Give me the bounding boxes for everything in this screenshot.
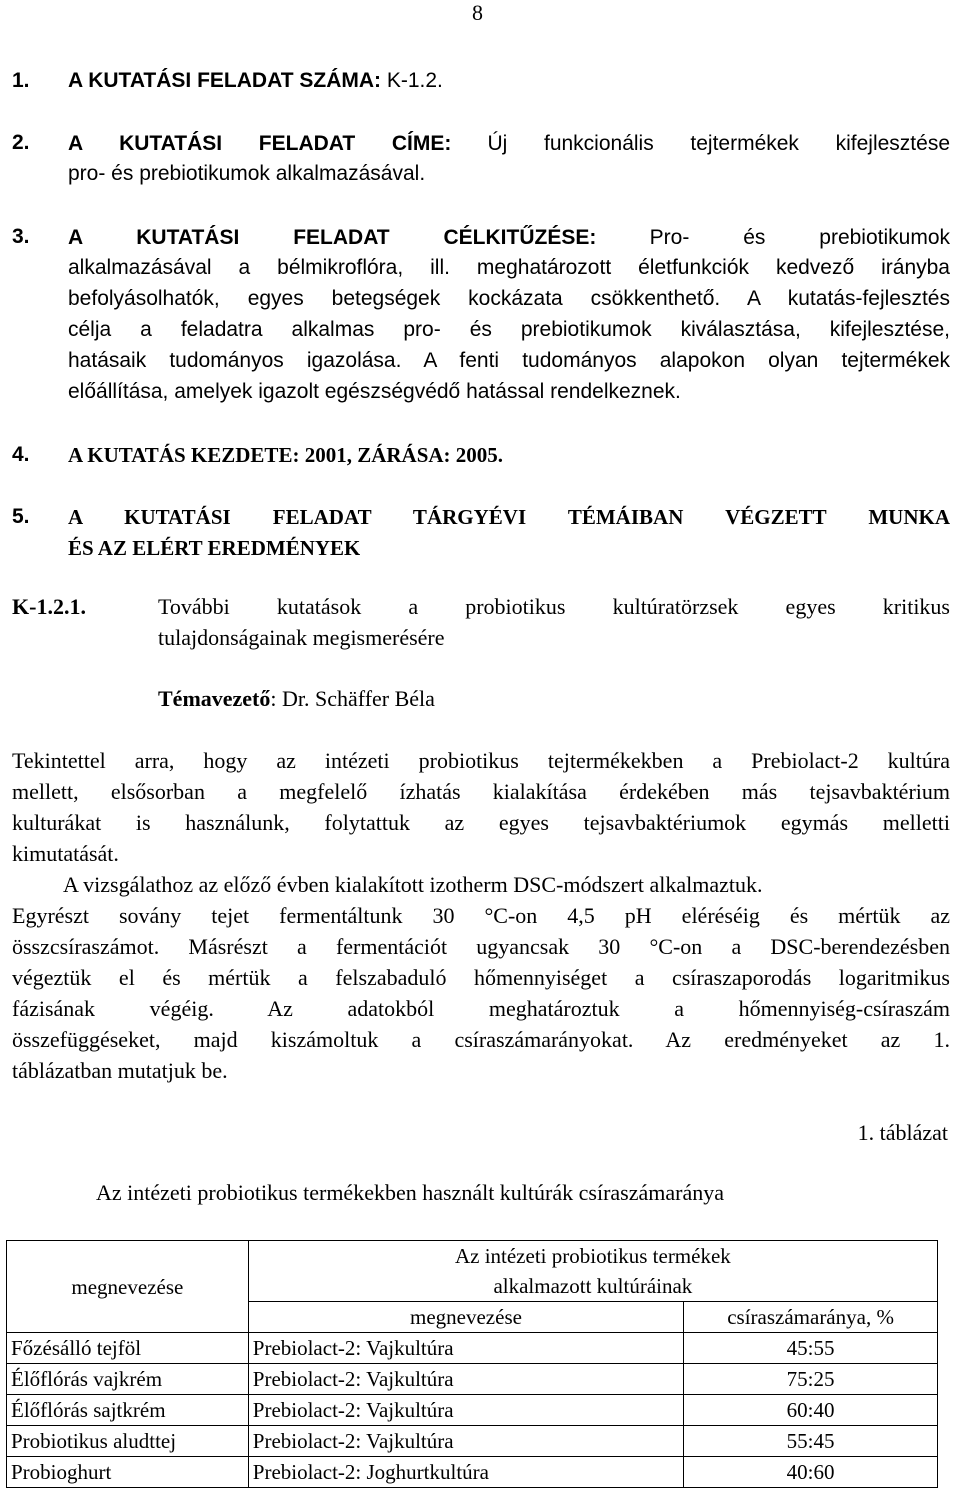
cell-product: Probiotikus aludttej	[7, 1426, 249, 1457]
section-1	[12, 66, 942, 96]
paragraph-1	[12, 748, 950, 872]
section-3	[12, 222, 950, 412]
subtask-code: K-1.2.1.	[12, 594, 86, 619]
section-4	[12, 440, 942, 470]
header-ratio: csíraszámaránya, %	[684, 1302, 938, 1333]
section-2	[12, 128, 950, 190]
cell-culture: Prebiolact-2: Joghurtkultúra	[248, 1457, 683, 1488]
cell-ratio: 55:45	[684, 1426, 938, 1457]
header-culture-name: megnevezése	[248, 1302, 683, 1333]
section-2-label: A KUTATÁSI FELADAT CÍME:	[68, 132, 452, 155]
header-group-line-2: alkalmazott kultúráinak	[248, 1271, 937, 1302]
paragraph-2-line-3: összcsíraszámot. Másrészt a fermentációt ugyancsak 30 °C-on a DSC-berendezésben	[12, 934, 950, 959]
paragraph-1-line-1: Tekintettel arra, hogy az intézeti probiotikus tejtermékekben a Prebiolact-2 kultúra	[12, 748, 950, 773]
table-row	[7, 1395, 938, 1426]
section-4-text: A KUTATÁS KEZDETE: 2001, ZÁRÁSA: 2005.	[68, 443, 504, 467]
section-2-title-line-2: pro- és prebiotikumok alkalmazásával.	[68, 162, 426, 185]
cell-product: Probioghurt	[7, 1457, 249, 1488]
subtask-title-line-1: További kutatások a probiotikus kultúratörzsek egyes kritikus	[158, 594, 950, 619]
header-product-name: megnevezése	[7, 1241, 249, 1333]
section-1-value: K-1.2.	[386, 69, 443, 92]
paragraph-1-line-2: mellett, elsősorban a megfelelő ízhatás kialakítása érdekében más tejsavbaktérium	[12, 779, 950, 804]
cell-product: Élőflórás vajkrém	[7, 1364, 249, 1395]
cell-ratio: 75:25	[684, 1364, 938, 1395]
subtask-title-line-2: tulajdonságainak megismerésére	[158, 625, 445, 650]
section-2-number: 2.	[12, 131, 30, 154]
cell-product: Élőflórás sajtkrém	[7, 1395, 249, 1426]
cell-product: Főzésálló tejföl	[7, 1333, 249, 1364]
section-3-number: 3.	[12, 225, 30, 248]
table-row	[7, 1333, 938, 1364]
section-5-number: 5.	[12, 505, 30, 528]
paragraph-2-line-7: táblázatban mutatjuk be.	[12, 1058, 228, 1083]
table-number: 1. táblázat	[857, 1120, 948, 1145]
cell-culture: Prebiolact-2: Vajkultúra	[248, 1333, 683, 1364]
section-1-number: 1.	[12, 69, 30, 92]
paragraph-1-line-4: kimutatását.	[12, 841, 119, 866]
page-number: 8	[472, 0, 483, 25]
subtask-leader-name: : Dr. Schäffer Béla	[270, 686, 435, 711]
section-1-label: A KUTATÁSI FELADAT SZÁMA:	[68, 69, 382, 92]
subtask-leader	[158, 686, 435, 712]
section-3-text-line-2: alkalmazásával a bélmikroflóra, ill. meghatározott életfunkciók kedvező irányba	[68, 256, 950, 279]
table-caption: Az intézeti probiotikus termékekben használt kultúrák csíraszámaránya	[96, 1180, 724, 1205]
section-3-text-line-3: befolyásolhatók, egyes betegségek kockázata csökkenthető. A kutatás-fejlesztés	[68, 287, 950, 310]
section-3-label: A KUTATÁSI FELADAT CÉLKITŰZÉSE:	[68, 226, 597, 249]
section-2-title-line-1: Új funkcionális tejtermékek kifejlesztése	[487, 132, 950, 155]
section-3-text-line-5: hatásaik tudományos igazolása. A fenti tudományos alapokon olyan tejtermékek	[68, 349, 950, 372]
section-4-number: 4.	[12, 443, 30, 466]
subtask-title	[158, 594, 950, 656]
paragraph-2-line-1: A vizsgálathoz az előző évben kialakított izotherm DSC-módszert alkalmaztuk.	[63, 872, 763, 897]
cell-culture: Prebiolact-2: Vajkultúra	[248, 1364, 683, 1395]
paragraph-2-line-5: fázisának végéig. Az adatokból meghatároztuk a hőmennyiség-csíraszám	[12, 996, 950, 1021]
paragraph-2-line-4: végeztük el és mértük a felszabaduló hőmennyiséget a csíraszaporodás logaritmikus	[12, 965, 950, 990]
cell-culture: Prebiolact-2: Vajkultúra	[248, 1426, 683, 1457]
paragraph-1-line-3: kulturákat is használunk, folytattuk az egyes tejsavbaktériumok egymás melletti	[12, 810, 950, 835]
header-group-line-1: Az intézeti probiotikus termékek	[248, 1241, 937, 1272]
section-5	[12, 502, 950, 564]
section-5-heading-line-1: A KUTATÁSI FELADAT TÁRGYÉVI TÉMÁIBAN VÉGZETT MUNKA	[68, 505, 950, 529]
cell-ratio: 60:40	[684, 1395, 938, 1426]
section-3-text-line-4: célja a feladatra alkalmas pro- és prebiotikumok kiválasztása, kifejlesztése,	[68, 318, 950, 341]
table-row	[7, 1457, 938, 1488]
paragraph-2	[12, 872, 950, 1092]
cell-culture: Prebiolact-2: Vajkultúra	[248, 1395, 683, 1426]
section-3-text-line-1: Pro- és prebiotikumok	[649, 226, 950, 249]
cell-ratio: 40:60	[684, 1457, 938, 1488]
table-row	[7, 1426, 938, 1457]
cell-ratio: 45:55	[684, 1333, 938, 1364]
paragraph-2-line-2: Egyrészt sovány tejet fermentáltunk 30 °C-on 4,5 pH eléréséig és mértük az	[12, 903, 950, 928]
data-table	[6, 1240, 938, 1488]
section-3-text-line-6: előállítása, amelyek igazolt egészségvédő hatással rendelkeznek.	[68, 380, 681, 403]
subtask-leader-label: Témavezető	[158, 686, 271, 711]
section-5-heading-line-2: ÉS AZ ELÉRT EREDMÉNYEK	[68, 536, 361, 560]
table-row	[7, 1364, 938, 1395]
paragraph-2-line-6: összefüggéseket, majd kiszámoltuk a csíraszámarányokat. Az eredményeket az 1.	[12, 1027, 950, 1052]
